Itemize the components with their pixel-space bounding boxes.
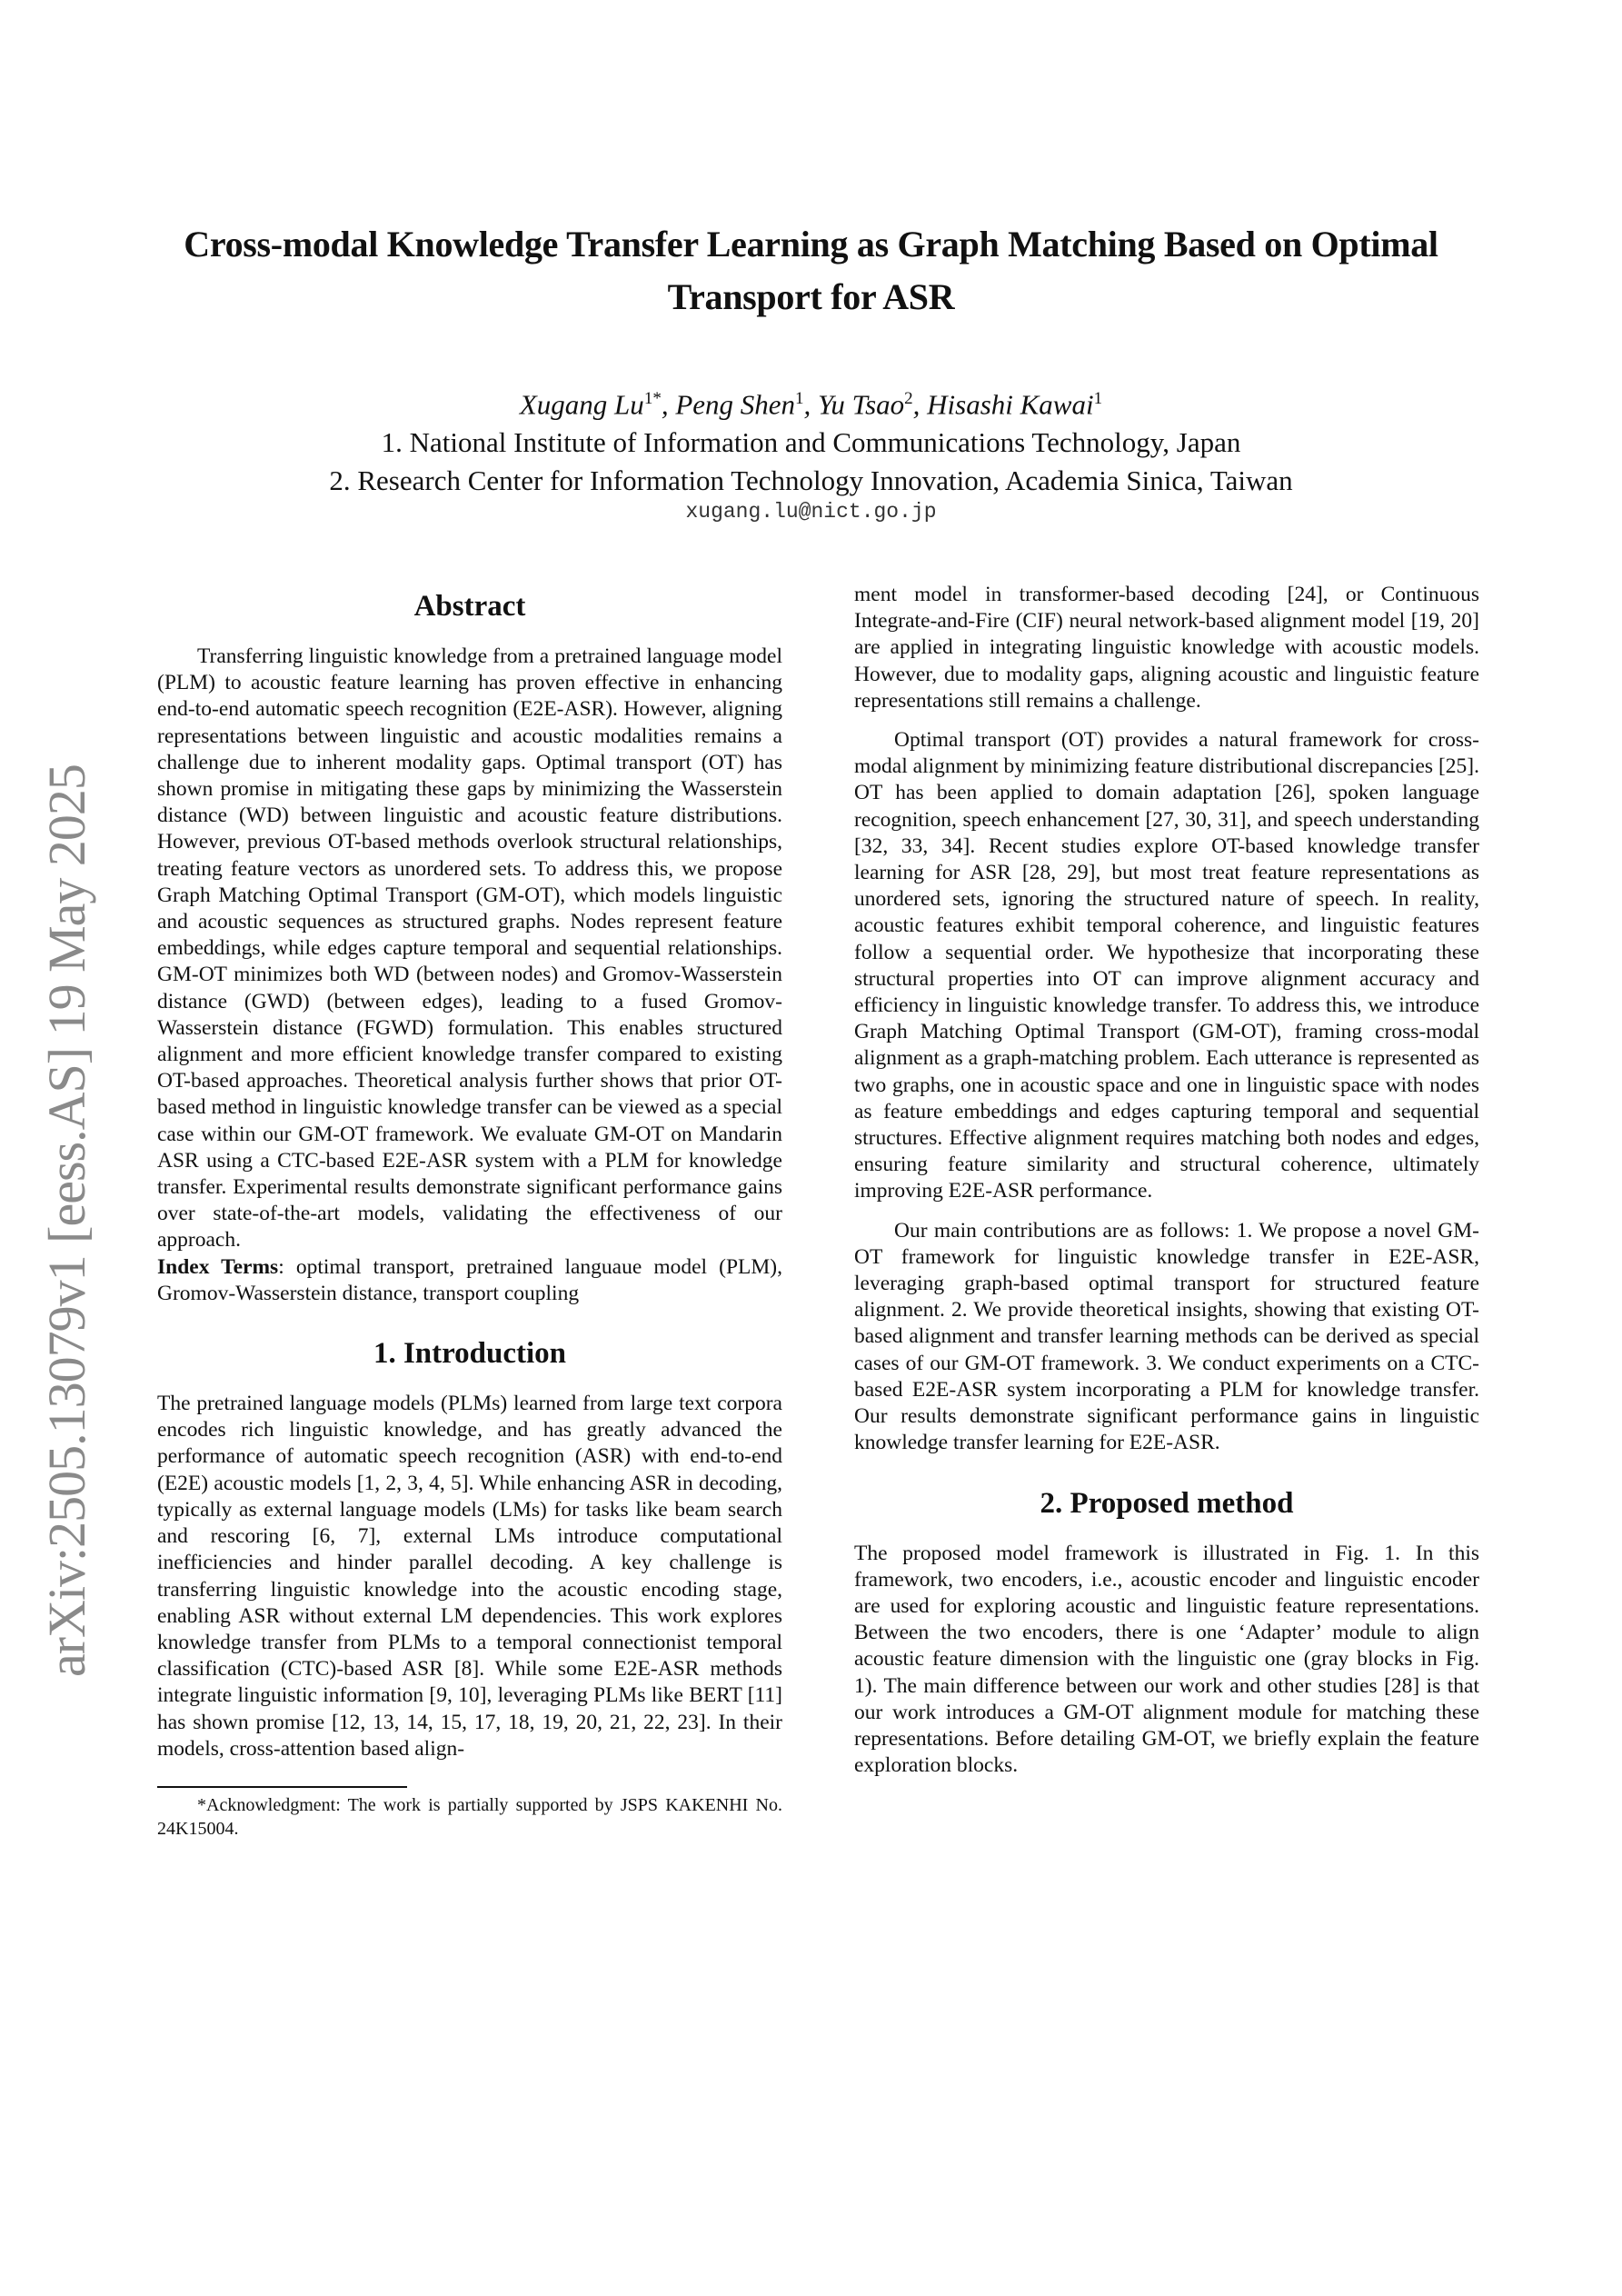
proposed-method-heading: 2. Proposed method [1040, 1486, 1294, 1520]
author-name: Xugang Lu [519, 388, 644, 421]
affiliation-mark: 2 [904, 389, 913, 408]
arxiv-stamp: arXiv:2505.13079v1 [eess.AS] 19 May 2025 [37, 764, 96, 1677]
intro-paragraph-2: Optimal transport (OT) provides a natural framework for cross-modal alignment by minimizing feature distributional discrepancies [25]. OT has been applied to domain adaptation [26], spoken language recognition, speech enhancement [27, 30, 31], and speech understanding [32, 33, 34]. Recent studies explore OT-based knowledge transfer learning for ASR [28, 29], but most treat feature representations as unordered sets, ignoring the structured nature of speech. In reality, acoustic features exhibit temporal coherence, and linguistic features follow a sequential order. We hypothesize that incorporating these structural properties into OT can improve alignment accuracy and efficiency in linguistic knowledge transfer. To address this, we introduce Graph Matching Optimal Transport (GM-OT), framing cross-modal alignment as a graph-matching problem. Each utterance is represented as two graphs, one in acoustic space and one in linguistic space with nodes as feature embeddings and edges capturing temporal and sequential structures. Effective alignment requires matching both nodes and edges, ensuring feature similarity and structural coherence, ultimately improving E2E-ASR performance. [854, 728, 1479, 1203]
acknowledgment-footnote: *Acknowledgment: The work is partially supported by JSPS KAKENHI No. 24K15004. [157, 1794, 782, 1839]
author-name: Yu Tsao [818, 388, 905, 421]
contact-email: xugang.lu@nict.go.jp [685, 500, 937, 524]
author-name: Hisashi Kawai [927, 388, 1094, 421]
intro-paragraph-1: The pretrained language models (PLMs) learned from large text corpora encodes rich linguistic knowledge, and has greatly advanced the performance of automatic speech recognition (ASR) with end-to-end (E2E) acoustic models [1, 2, 3, 4, 5]. While enhancing ASR in decoding, typically as external language models (LMs) for tasks like beam search and rescoring [6, 7], external LMs introduce computational inefficiencies and hinder parallel decoding. A key challenge is transferring linguistic knowledge into the acoustic encoding stage, enabling ASR without external LM dependencies. This work explores knowledge transfer from PLMs to a temporal connectionist temporal classification (CTC)-based ASR [8]. While some E2E-ASR methods integrate linguistic information [9, 10], leveraging PLMs like BERT [11] has shown promise [12, 13, 14, 15, 17, 18, 19, 20, 21, 22, 23]. In their models, cross-attention based align- [157, 1392, 782, 1761]
author-block [164, 380, 1458, 500]
affiliation-mark: 1 [795, 389, 804, 408]
author-list: Xugang $Lu^{1*}$, Peng Shen$^1$, Yu Tsao$^2$, Hisashi Kawai$^1$ [519, 388, 1103, 421]
affiliation-1: 1. National Institute of Information and Communications Technology, Japan [381, 426, 1241, 459]
introduction-heading: 1. Introduction [373, 1337, 567, 1371]
footnote-divider [157, 1786, 407, 1788]
affiliation-2: 2. Research Center for Information Technology Innovation, Academia Sinica, Taiwan [329, 464, 1293, 497]
abstract-text: Transferring linguistic knowledge from a pretrained language model (PLM) to acoustic feature learning has proven effective in enhancing end-to-end automatic speech recognition (E2E-ASR). However, aligning representations between linguistic and acoustic modalities remains a challenge due to inherent modality gaps. Optimal transport (OT) has shown promise in mitigating these gaps by minimizing the Wasserstein distance (WD) between linguistic and acoustic feature distributions. However, previous OT-based methods overlook structural relationships, treating feature vectors as unordered sets. To address this, we propose Graph Matching Optimal Transport (GM-OT), which models linguistic and acoustic sequences as structured graphs. Nodes represent feature embeddings, while edges capture temporal and sequential relationships. GM-OT minimizes both WD (between nodes) and Gromov-Wasserstein distance (GWD) (between edges), leading to a fused Gromov-Wasserstein distance (FGWD) formulation. This enables structured alignment and more efficient knowledge transfer compared to existing OT-based approaches. Theoretical analysis further shows that prior OT-based method in linguistic knowledge transfer can be viewed as a special case within our GM-OT framework. We evaluate GM-OT on Mandarin ASR using a CTC-based E2E-ASR system with a PLM for knowledge transfer. Experimental results demonstrate significant performance gains over state-of-the-art models, validating the effectiveness of our approach. [157, 644, 782, 1253]
left-column [157, 582, 782, 1841]
index-terms-label: Index Terms [157, 1254, 279, 1279]
right-column [854, 582, 1479, 1779]
intro-paragraph-1-continued: ment model in transformer-based decoding [24], or Continuous Integrate-and-Fire (CIF) neural network-based alignment model [19, 20] are applied in integrating linguistic knowledge with acoustic models. However, due to modality gaps, aligning acoustic and linguistic feature representations still remains a challenge. [854, 583, 1479, 713]
paper-title: Cross-modal Knowledge Transfer Learning as Graph Matching Based on Optimal Transport for ASR [184, 224, 1438, 317]
abstract-heading: Abstract [413, 590, 526, 623]
intro-paragraph-contributions: Our main contributions are as follows: 1. We propose a novel GM-OT framework for linguistic knowledge transfer in E2E-ASR, leveraging graph-based optimal transport for structured feature alignment. 2. We provide theoretical insights, showing that existing OT-based alignment and transfer learning methods can be derived as special cases of our GM-OT framework. 3. We conduct experiments on a CTC-based E2E-ASR system incorporating a PLM for knowledge transfer. Our results demonstrate significant performance gains in linguistic knowledge transfer learning for E2E-ASR. [854, 1218, 1479, 1455]
author-name: Peng Shen [675, 388, 796, 421]
index-terms [157, 1254, 782, 1307]
affiliation-mark: 1 [1093, 389, 1103, 408]
index-terms-text: : optimal transport, pretrained languaue model (PLM), Gromov-Wasserstein distance, transport coupling [157, 1254, 782, 1305]
method-paragraph-1: The proposed model framework is illustrated in Fig. 1. In this framework, two encoders, i.e., acoustic encoder and linguistic encoder are used for exploring acoustic and linguistic feature representations. Between the two encoders, there is one ‘Adapter’ module to align acoustic feature dimension with the linguistic one (gray blocks in Fig. 1). The main difference between our work and other studies [28] is that our work introduces a GM-OT alignment module for matching these representations. Before detailing GM-OT, we briefly explain the feature exploration blocks. [854, 1541, 1479, 1778]
affiliation-mark: 1* [643, 389, 662, 408]
